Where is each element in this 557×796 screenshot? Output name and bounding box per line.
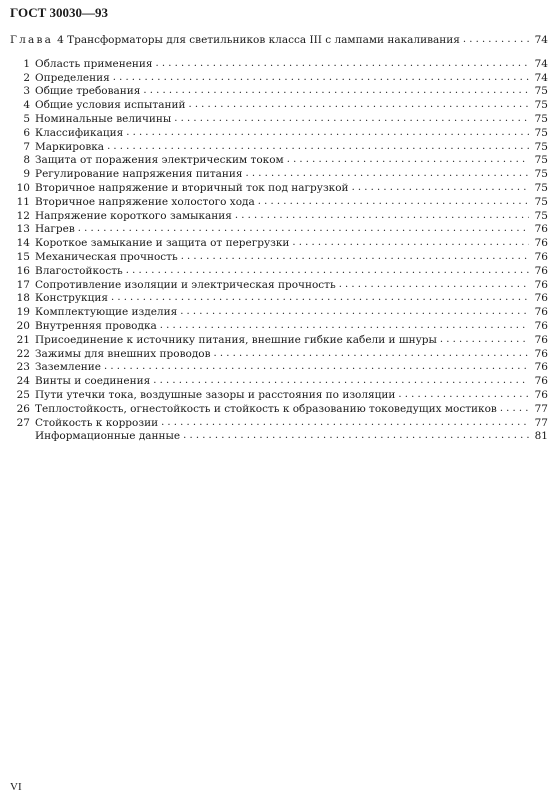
toc-item-title: Зажимы для внешних проводов	[35, 347, 211, 360]
toc-item	[10, 430, 548, 444]
chapter-word: Глава	[10, 34, 54, 46]
dot-leader	[126, 266, 529, 276]
toc-item-title: Общие требования	[35, 85, 141, 98]
dot-leader	[161, 418, 529, 428]
dot-leader	[188, 100, 529, 110]
toc-item-page: 75	[534, 195, 548, 208]
dot-leader	[181, 252, 529, 262]
dot-leader	[292, 238, 529, 248]
toc-item	[10, 389, 548, 403]
toc-item-number: 6	[23, 126, 30, 139]
dot-leader	[398, 390, 529, 400]
toc-item-number: 17	[16, 278, 30, 291]
toc-item-page: 76	[534, 388, 548, 401]
toc-item-number: 11	[16, 195, 30, 208]
toc-item-title: Регулирование напряжения питания	[35, 168, 243, 181]
toc-item-title: Защита от поражения электрическим током	[35, 154, 284, 167]
toc-item	[10, 417, 548, 431]
dot-leader	[126, 128, 529, 138]
toc-item-page: 76	[534, 361, 548, 374]
dot-leader	[440, 335, 529, 345]
toc-item-page: 76	[534, 278, 548, 291]
toc-item-page: 75	[534, 181, 548, 194]
dot-leader	[339, 280, 529, 290]
toc-item-number: 25	[16, 388, 30, 401]
toc-item	[10, 348, 548, 362]
toc-item-page: 75	[534, 126, 548, 139]
toc-item-list	[10, 58, 548, 444]
chapter-title: Трансформаторы для светильников класса III с лампами накаливания	[67, 34, 460, 46]
dot-leader	[107, 142, 529, 152]
toc-item-title: Пути утечки тока, воздушные зазоры и расстояния по изоляции	[35, 388, 396, 401]
dot-leader	[500, 404, 529, 414]
toc-item	[10, 361, 548, 375]
toc-item	[10, 182, 548, 196]
dot-leader	[214, 349, 529, 359]
toc-item-number: 15	[16, 250, 30, 263]
toc-item	[10, 223, 548, 237]
chapter-page: 74	[534, 34, 548, 46]
toc-item	[10, 58, 548, 72]
toc-item-title: Теплостойкость, огнестойкость и стойкость к образованию токоведущих мостиков	[35, 402, 497, 415]
toc-item-title: Внутренняя проводка	[35, 319, 157, 332]
dot-leader	[183, 431, 529, 441]
toc-item-title: Вторичное напряжение и вторичный ток под нагрузкой	[35, 181, 349, 194]
toc-item	[10, 279, 548, 293]
toc-item-page: 75	[534, 209, 548, 222]
toc-item-number: 20	[16, 319, 30, 332]
toc-item	[10, 237, 548, 251]
toc-item-title: Механическая прочность	[35, 250, 178, 263]
toc-item	[10, 210, 548, 224]
toc-item	[10, 154, 548, 168]
toc-item	[10, 85, 548, 99]
dot-leader	[160, 321, 529, 331]
toc-item-page: 76	[534, 292, 548, 305]
toc-item-title: Короткое замыкание и защита от перегрузки	[35, 237, 290, 250]
toc-item-page: 81	[534, 430, 548, 443]
dot-leader	[246, 169, 529, 179]
dot-leader	[111, 293, 529, 303]
toc-item-title: Стойкость к коррозии	[35, 416, 159, 429]
toc-item-number: 5	[23, 112, 30, 125]
toc-item	[10, 99, 548, 113]
chapter-heading	[10, 34, 548, 48]
dot-leader	[78, 224, 529, 234]
toc-item-page: 76	[534, 223, 548, 236]
toc-item-title: Вторичное напряжение холостого хода	[35, 195, 255, 208]
toc-item-number: 13	[16, 223, 30, 236]
toc-item-title: Присоединение к источнику питания, внешние гибкие кабели и шнуры	[35, 333, 437, 346]
dot-leader	[287, 155, 529, 165]
toc-item	[10, 403, 548, 417]
toc-item-title: Заземление	[35, 361, 102, 374]
dot-leader	[156, 59, 529, 69]
toc-item	[10, 127, 548, 141]
table-of-contents	[10, 34, 548, 444]
toc-item-page: 76	[534, 264, 548, 277]
toc-item-page: 76	[534, 306, 548, 319]
toc-item-number: 3	[23, 85, 30, 98]
toc-item-number: 14	[16, 237, 30, 250]
dot-leader	[352, 183, 529, 193]
dot-leader	[143, 86, 529, 96]
toc-item-number: 1	[23, 57, 30, 70]
toc-item-title: Определения	[35, 71, 110, 84]
toc-item-page: 76	[534, 347, 548, 360]
toc-item	[10, 334, 548, 348]
toc-item-page: 76	[534, 375, 548, 388]
toc-item-title: Номинальные величины	[35, 112, 172, 125]
toc-item-page: 74	[534, 71, 548, 84]
toc-item-page: 76	[534, 319, 548, 332]
toc-item-page: 76	[534, 237, 548, 250]
toc-item-title: Информационные данные	[35, 430, 181, 443]
toc-item-page: 75	[534, 99, 548, 112]
toc-item-number: 9	[23, 168, 30, 181]
toc-item	[10, 72, 548, 86]
toc-item-title: Нагрев	[35, 223, 75, 236]
toc-item-page: 75	[534, 154, 548, 167]
toc-item-number: 12	[16, 209, 30, 222]
toc-item-page: 76	[534, 333, 548, 346]
toc-item-title: Влагостойкость	[35, 264, 123, 277]
toc-item	[10, 306, 548, 320]
toc-item-title: Конструкция	[35, 292, 108, 305]
toc-item-number: 8	[23, 154, 30, 167]
chapter-label	[10, 34, 460, 48]
toc-item	[10, 141, 548, 155]
toc-item-title: Область применения	[35, 57, 153, 70]
toc-item	[10, 168, 548, 182]
toc-item-title: Маркировка	[35, 140, 105, 153]
toc-item-title: Сопротивление изоляции и электрическая прочность	[35, 278, 336, 291]
toc-item-title: Напряжение короткого замыкания	[35, 209, 232, 222]
chapter-number: 4	[57, 34, 64, 46]
toc-item-page: 76	[534, 250, 548, 263]
toc-item-number: 2	[23, 71, 30, 84]
dot-leader	[235, 211, 529, 221]
dot-leader	[258, 197, 529, 207]
toc-item-number: 26	[16, 402, 30, 415]
toc-item	[10, 320, 548, 334]
toc-item-number: 7	[23, 140, 30, 153]
dot-leader	[153, 376, 529, 386]
page-number: VI	[10, 781, 22, 793]
toc-item	[10, 113, 548, 127]
toc-item-page: 74	[534, 57, 548, 70]
toc-item-number: 27	[16, 416, 30, 429]
toc-item	[10, 265, 548, 279]
toc-item-number: 16	[16, 264, 30, 277]
toc-item-page: 75	[534, 140, 548, 153]
dot-leader	[174, 114, 529, 124]
toc-item-title: Классификация	[35, 126, 124, 139]
toc-item-page: 75	[534, 85, 548, 98]
toc-item-title: Комплектующие изделия	[35, 306, 178, 319]
toc-item-number: 21	[16, 333, 30, 346]
dot-leader	[180, 307, 529, 317]
toc-item-page: 75	[534, 112, 548, 125]
toc-item-page: 75	[534, 168, 548, 181]
toc-item	[10, 251, 548, 265]
dot-leader	[113, 73, 529, 83]
toc-item-page: 77	[534, 416, 548, 429]
toc-item-number: 23	[16, 361, 30, 374]
dot-leader	[463, 35, 529, 45]
toc-item-number: 22	[16, 347, 30, 360]
toc-item-number: 24	[16, 375, 30, 388]
document-code: ГОСТ 30030—93	[10, 5, 109, 20]
toc-item-page: 77	[534, 402, 548, 415]
dot-leader	[104, 362, 529, 372]
toc-item-number: 10	[16, 181, 30, 194]
toc-item-number: 18	[16, 292, 30, 305]
toc-item-number: 19	[16, 306, 30, 319]
toc-item	[10, 292, 548, 306]
toc-item-title: Винты и соединения	[35, 375, 151, 388]
toc-item-title: Общие условия испытаний	[35, 99, 186, 112]
toc-item-number: 4	[23, 99, 30, 112]
toc-item	[10, 375, 548, 389]
toc-item	[10, 196, 548, 210]
